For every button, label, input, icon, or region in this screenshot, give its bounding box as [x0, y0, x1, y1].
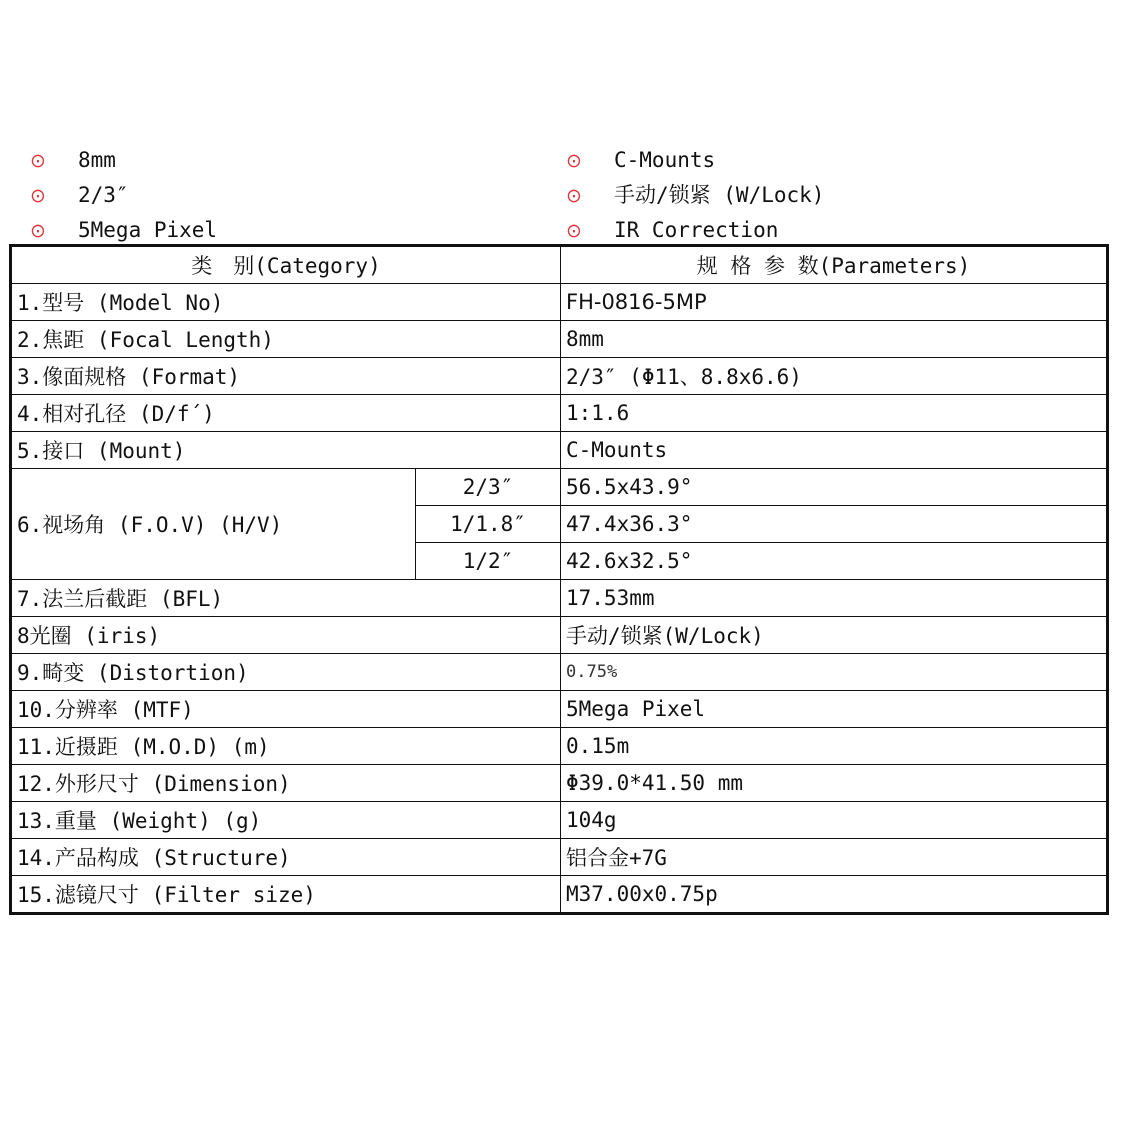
fov-value: 56.5x43.9° — [561, 469, 1108, 506]
row-value: 0.15m — [561, 728, 1108, 765]
row-value: 2/3″ (Φ11、8.8x6.6) — [561, 358, 1108, 395]
table-row — [11, 358, 1108, 395]
feature-item — [566, 213, 778, 247]
circle-dot-bullet-icon: ⊙ — [30, 150, 46, 172]
table-row — [11, 284, 1108, 321]
table-row — [11, 321, 1108, 358]
table-row — [11, 617, 1108, 654]
row-value: M37.00x0.75p — [561, 876, 1108, 914]
row-label: 3.像面规格 (Format) — [11, 358, 561, 395]
circle-dot-bullet-icon: ⊙ — [30, 220, 46, 242]
row-value: Φ39.0*41.50 mm — [561, 765, 1108, 802]
row-label: 14.产品构成 (Structure) — [11, 839, 561, 876]
table-row — [11, 432, 1108, 469]
row-value: 手动/锁紧(W/Lock) — [561, 617, 1108, 654]
row-label: 9.畸变 (Distortion) — [11, 654, 561, 691]
circle-dot-bullet-icon: ⊙ — [566, 150, 582, 172]
table-row — [11, 580, 1108, 617]
feature-item — [30, 178, 129, 212]
row-value: 5Mega Pixel — [561, 691, 1108, 728]
row-label: 5.接口 (Mount) — [11, 432, 561, 469]
fov-format: 1/2″ — [416, 543, 561, 580]
table-header-row — [11, 246, 1108, 284]
table-row — [11, 395, 1108, 432]
circle-dot-bullet-icon: ⊙ — [566, 220, 582, 242]
table-row — [11, 876, 1108, 914]
fov-value: 42.6x32.5° — [561, 543, 1108, 580]
table-row — [11, 654, 1108, 691]
row-value: 104g — [561, 802, 1108, 839]
row-value: 铝合金+7G — [561, 839, 1108, 876]
fov-label: 6.视场角 (F.O.V) (H/V) — [11, 469, 416, 580]
row-value: 0.75% — [561, 654, 1108, 691]
row-label: 11.近摄距 (M.O.D) (m) — [11, 728, 561, 765]
row-value: FH-0816-5MP — [561, 284, 1108, 321]
feature-item — [30, 213, 217, 247]
table-row — [11, 765, 1108, 802]
header-parameters: 规 格 参 数(Parameters) — [561, 246, 1108, 284]
row-label: 2.焦距 (Focal Length) — [11, 321, 561, 358]
row-label: 15.滤镜尺寸 (Filter size) — [11, 876, 561, 914]
table-row-fov — [11, 469, 1108, 506]
circle-dot-bullet-icon: ⊙ — [566, 185, 582, 207]
row-label: 7.法兰后截距 (BFL) — [11, 580, 561, 617]
feature-item — [30, 143, 116, 177]
feature-text: 8mm — [78, 148, 116, 172]
feature-item — [566, 178, 824, 212]
row-label: 13.重量 (Weight) (g) — [11, 802, 561, 839]
row-label: 10.分辨率 (MTF) — [11, 691, 561, 728]
circle-dot-bullet-icon: ⊙ — [30, 185, 46, 207]
fov-format: 1/1.8″ — [416, 506, 561, 543]
row-value: 1:1.6 — [561, 395, 1108, 432]
feature-text: C-Mounts — [614, 148, 716, 172]
feature-list — [30, 143, 1110, 248]
feature-text: 2/3″ — [78, 183, 129, 207]
spec-table — [9, 244, 1109, 915]
feature-item — [566, 143, 715, 177]
feature-text: IR Correction — [614, 218, 779, 242]
table-row — [11, 728, 1108, 765]
row-value: 8mm — [561, 321, 1108, 358]
row-label: 12.外形尺寸 (Dimension) — [11, 765, 561, 802]
header-category: 类 别(Category) — [11, 246, 561, 284]
table-row — [11, 802, 1108, 839]
fov-format: 2/3″ — [416, 469, 561, 506]
row-label: 8光圈 (iris) — [11, 617, 561, 654]
row-value: 17.53mm — [561, 580, 1108, 617]
row-label: 4.相对孔径 (D/f´) — [11, 395, 561, 432]
row-label: 1.型号 (Model No) — [11, 284, 561, 321]
row-value: C-Mounts — [561, 432, 1108, 469]
feature-text: 5Mega Pixel — [78, 218, 218, 242]
table-row — [11, 691, 1108, 728]
table-row — [11, 839, 1108, 876]
feature-text: 手动/锁紧 (W/Lock) — [614, 183, 825, 207]
fov-value: 47.4x36.3° — [561, 506, 1108, 543]
